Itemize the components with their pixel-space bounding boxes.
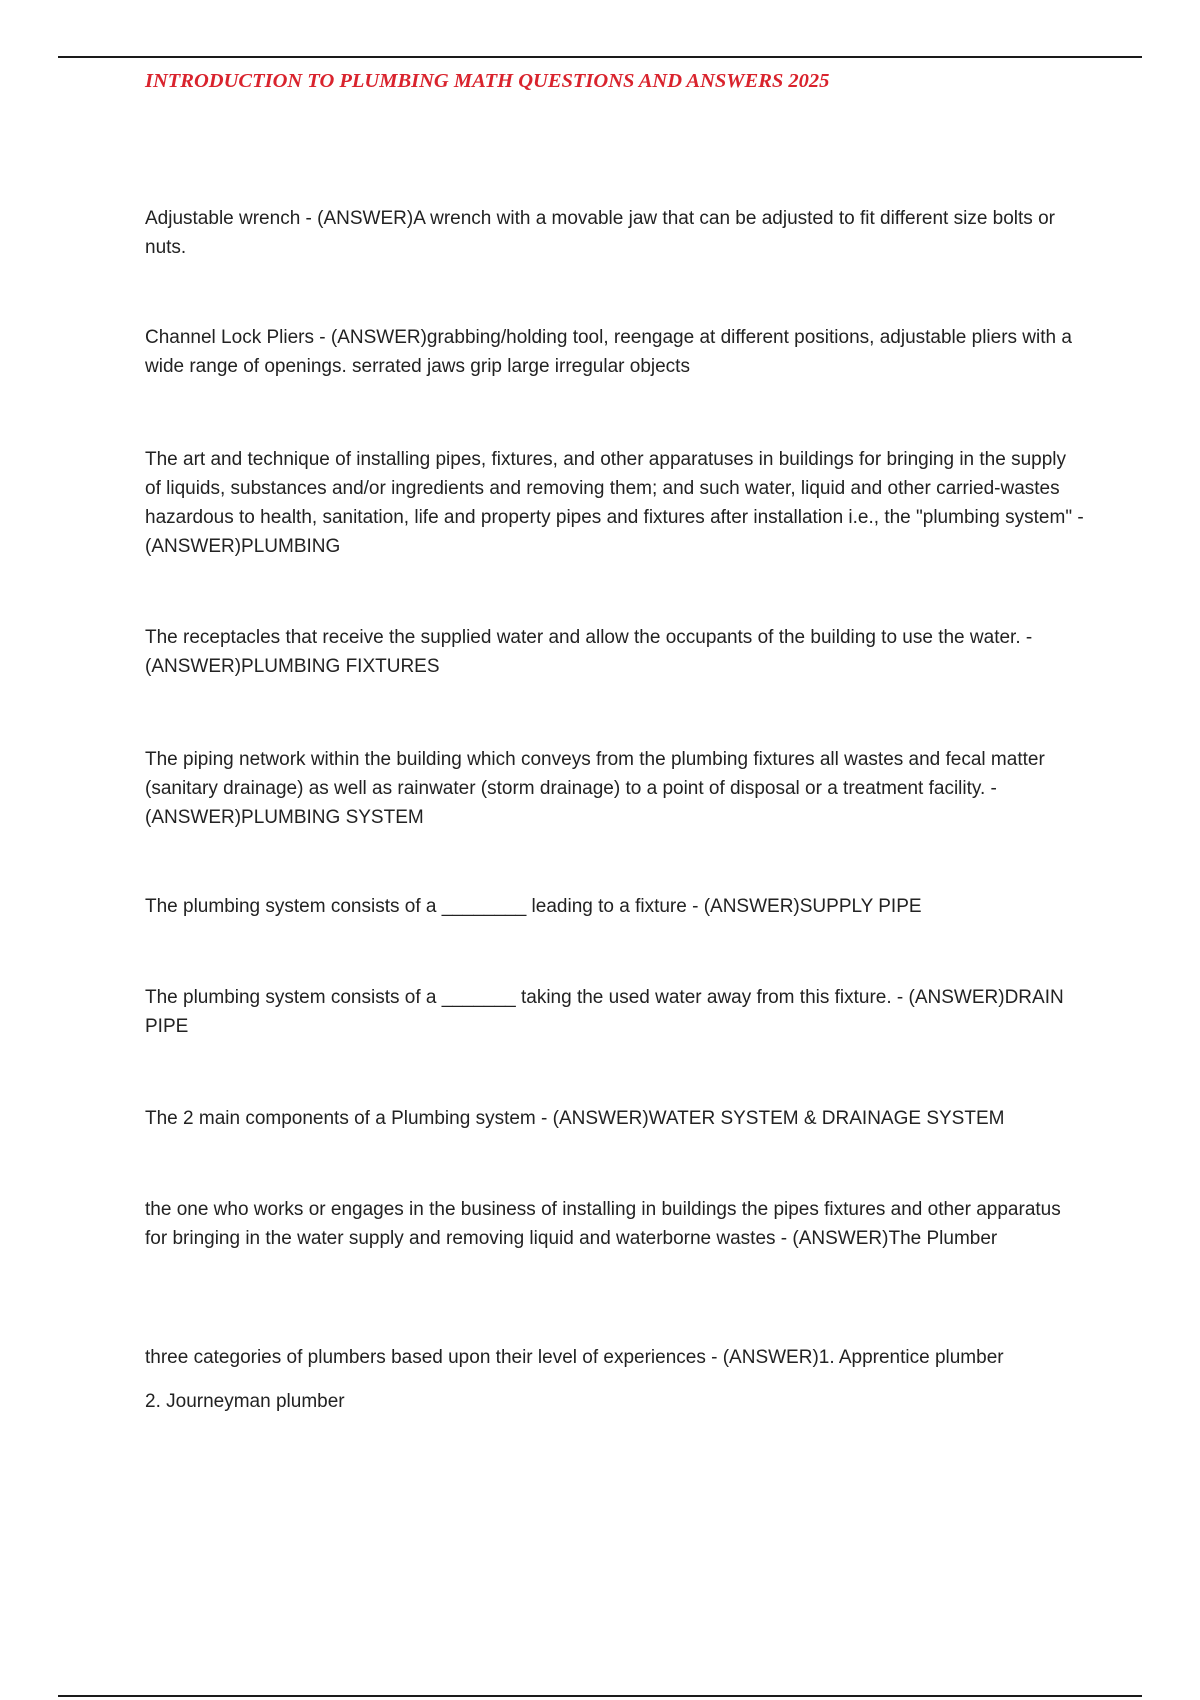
qa-entry-text: The receptacles that receive the supplied water and allow the occupants of the building to use the water. - (ANSWER)PLUMBING FIXTURES — [145, 627, 1033, 677]
qa-entry-text: three categories of plumbers based upon their level of experiences - (ANSWER)1. Apprentice plumber — [145, 1347, 1004, 1368]
qa-entry-text: The 2 main components of a Plumbing system - (ANSWER)WATER SYSTEM & DRAINAGE SYSTEM — [145, 1108, 1005, 1129]
qa-entry-text: The plumbing system consists of a _______ taking the used water away from this fixture. - (ANSWER)DRAIN PIPE — [145, 987, 1064, 1037]
qa-entry-text: The piping network within the building which conveys from the plumbing fixtures all wastes and fecal matter (sanitary drainage) as well as rainwater (storm drainage) to a point of disposal or a treatment facility. - (ANSWER)PLUMBING SYSTEM — [145, 749, 1045, 828]
qa-entry-text: Channel Lock Pliers - (ANSWER)grabbing/holding tool, reengage at different positions, adjustable pliers with a wide range of openings. serrated jaws grip large irregular objects — [145, 327, 1072, 377]
qa-entry-text: the one who works or engages in the business of installing in buildings the pipes fixtures and other apparatus for bringing in the water supply and removing liquid and waterborne wastes - (ANSWER)The Plumber — [145, 1199, 1061, 1249]
qa-entry-plumber-categories — [145, 1343, 1085, 1416]
footer-rule — [58, 1695, 1142, 1697]
qa-entry-adjustable-wrench — [145, 204, 1085, 262]
qa-entry-plumbing-system — [145, 745, 1085, 832]
header-rule — [58, 56, 1142, 58]
qa-entry-plumbing-fixtures — [145, 623, 1085, 681]
qa-entry-text: Adjustable wrench - (ANSWER)A wrench with a movable jaw that can be adjusted to fit different size bolts or nuts. — [145, 208, 1055, 258]
qa-entry-drain-pipe — [145, 983, 1085, 1041]
qa-entry-the-plumber — [145, 1195, 1085, 1253]
qa-entry-text: The art and technique of installing pipes, fixtures, and other apparatuses in buildings for bringing in the supply of liquids, substances and/or ingredients and removing them; and such water, liquid and other carried-wastes hazardous to health, sanitation, life and property pipes and fixtures after installation i.e., the "plumbing system" - (ANSWER)PLUMBING — [145, 449, 1084, 557]
qa-entry-main-components — [145, 1104, 1085, 1133]
qa-entry-plumbing — [145, 445, 1085, 561]
qa-entry-supply-pipe — [145, 892, 1085, 921]
qa-entry-text: The plumbing system consists of a ________ leading to a fixture - (ANSWER)SUPPLY PIPE — [145, 896, 922, 917]
qa-entry-continuation: 2. Journeyman plumber — [145, 1391, 345, 1412]
document-title: INTRODUCTION TO PLUMBING MATH QUESTIONS AND ANSWERS 2025 — [145, 70, 830, 92]
qa-entry-channel-lock-pliers — [145, 323, 1085, 381]
